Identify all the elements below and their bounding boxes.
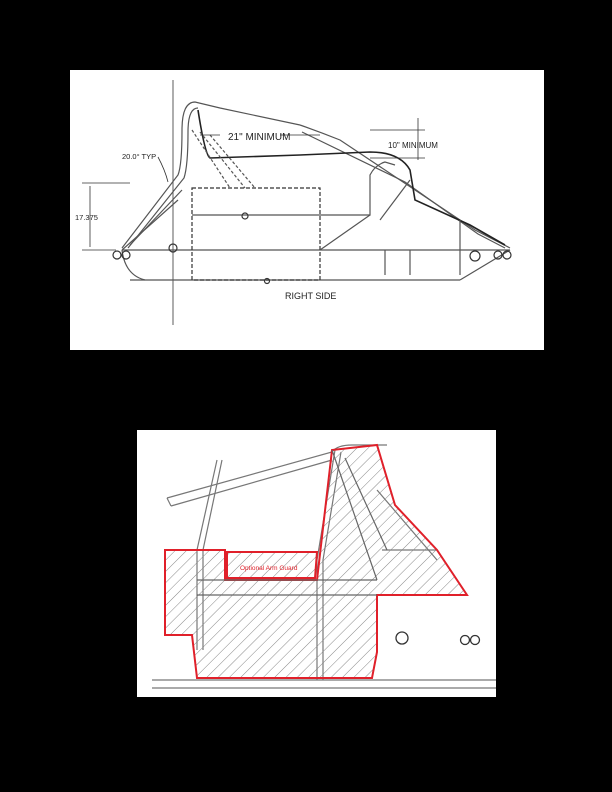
view-caption: RIGHT SIDE [285, 291, 337, 301]
dimension-10-label: 10" MINIMUM [388, 141, 438, 150]
dimension-21-label: 21" MINIMUM [228, 132, 291, 143]
seat-mount-hole [242, 213, 248, 219]
mount-hole [396, 632, 408, 644]
axle-left [461, 636, 470, 645]
arm-guard-region [165, 445, 467, 678]
side-panel-drawing [137, 430, 496, 697]
side-panel-detail [137, 430, 496, 697]
cage-side-view-panel [70, 70, 544, 350]
angle-label: 20.0° TYP [122, 152, 157, 161]
cage-side-view-drawing [70, 70, 544, 350]
cockpit-rail [198, 110, 505, 245]
seat-box [192, 188, 320, 280]
arm-guard-label: Optional Arm Guard [240, 565, 298, 572]
front-axle-left [113, 251, 121, 259]
rear-mount-hole [470, 251, 480, 261]
height-label: 17.375 [75, 213, 98, 222]
angle-arc [158, 157, 168, 182]
axle-right [471, 636, 480, 645]
